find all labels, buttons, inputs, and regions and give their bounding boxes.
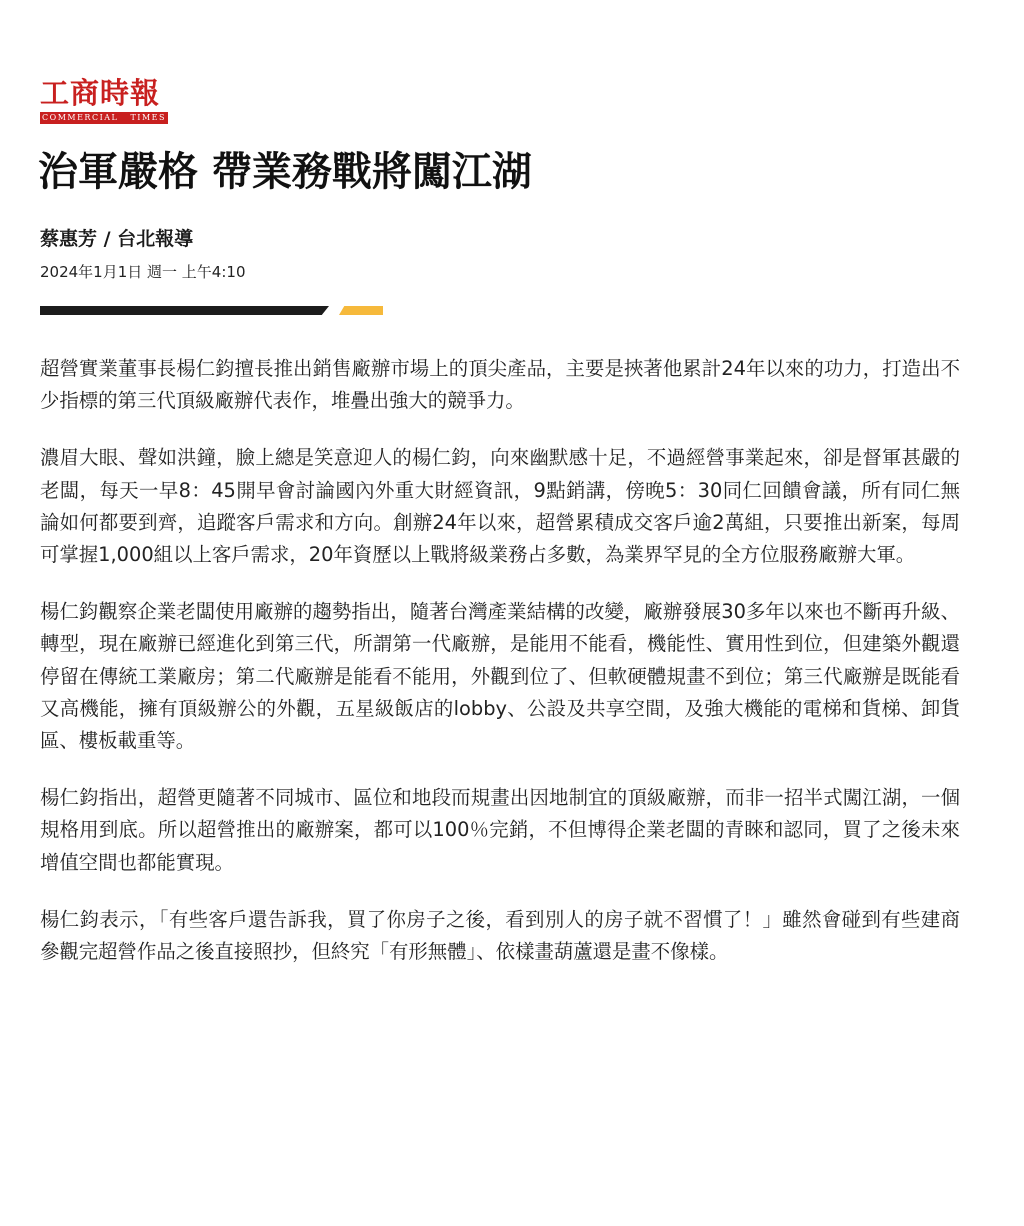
article-paragraph: 楊仁鈞指出，超營更隨著不同城市、區位和地段而規畫出因地制宜的頂級廠辦，而非一招半式闖江湖，一個規格用到底。所以超營推出的廠辦案，都可以100％完銷，不但博得企業老闆的青睞和認同，買了之後未來增值空間也都能實現。 xyxy=(40,786,960,874)
article-headline: 治軍嚴格 帶業務戰將闖江湖 xyxy=(38,149,532,195)
header-divider-dark xyxy=(40,306,329,315)
article-byline: 蔡惠芳 / 台北報導 xyxy=(40,228,194,250)
article-body xyxy=(40,353,960,993)
article-paragraph: 楊仁鈞觀察企業老闆使用廠辦的趨勢指出，隨著台灣產業結構的改變，廠辦發展30多年以來也不斷再升級、轉型，現在廠辦已經進化到第三代，所謂第一代廠辦，是能用不能看，機能性、實用性到位，但建築外觀還停留在傳統工業廠房；第二代廠辦是能看不能用，外觀到位了、但軟硬體規畫不到位；第三代廠辦是既能看又高機能，擁有頂級辦公的外觀，五星級飯店的lobby、公設及共享空間，及強大機能的電梯和貨梯、卸貨區、樓板載重等。 xyxy=(40,600,960,753)
header-divider-accent xyxy=(339,306,383,315)
article-paragraph: 濃眉大眼、聲如洪鐘，臉上總是笑意迎人的楊仁鈞，向來幽默感十足，不過經營事業起來，卻是督軍甚嚴的老闆，每天一早8：45開早會討論國內外重大財經資訊，9點銷講，傍晚5：30同仁回饋會議，所有同仁無論如何都要到齊，追蹤客戶需求和方向。創辦24年以來，超營累積成交客戶逾2萬組，只要推出新案，每周可掌握1,000組以上客戶需求，20年資歷以上戰將級業務占多數，為業界罕見的全方位服務廠辦大軍。 xyxy=(40,446,960,567)
commercial-times-logo[interactable] xyxy=(40,76,168,126)
article-dateline: 2024年1月1日 週一 上午4:10 xyxy=(40,263,246,281)
article-paragraph: 超營實業董事長楊仁鈞擅長推出銷售廠辦市場上的頂尖產品，主要是挾著他累計24年以來的功力，打造出不少指標的第三代頂級廠辦代表作，堆疊出強大的競爭力。 xyxy=(40,357,960,413)
article-paragraph: 楊仁鈞表示，「有些客戶還告訴我，買了你房子之後，看到別人的房子就不習慣了！」雖然會碰到有些建商參觀完超營作品之後直接照抄，但終究「有形無體」、依樣畫葫蘆還是畫不像樣。 xyxy=(40,907,960,964)
logo-english-text: COMMERCIAL TIMES xyxy=(40,112,168,124)
logo-chinese-text: 工商時報 xyxy=(40,76,161,110)
